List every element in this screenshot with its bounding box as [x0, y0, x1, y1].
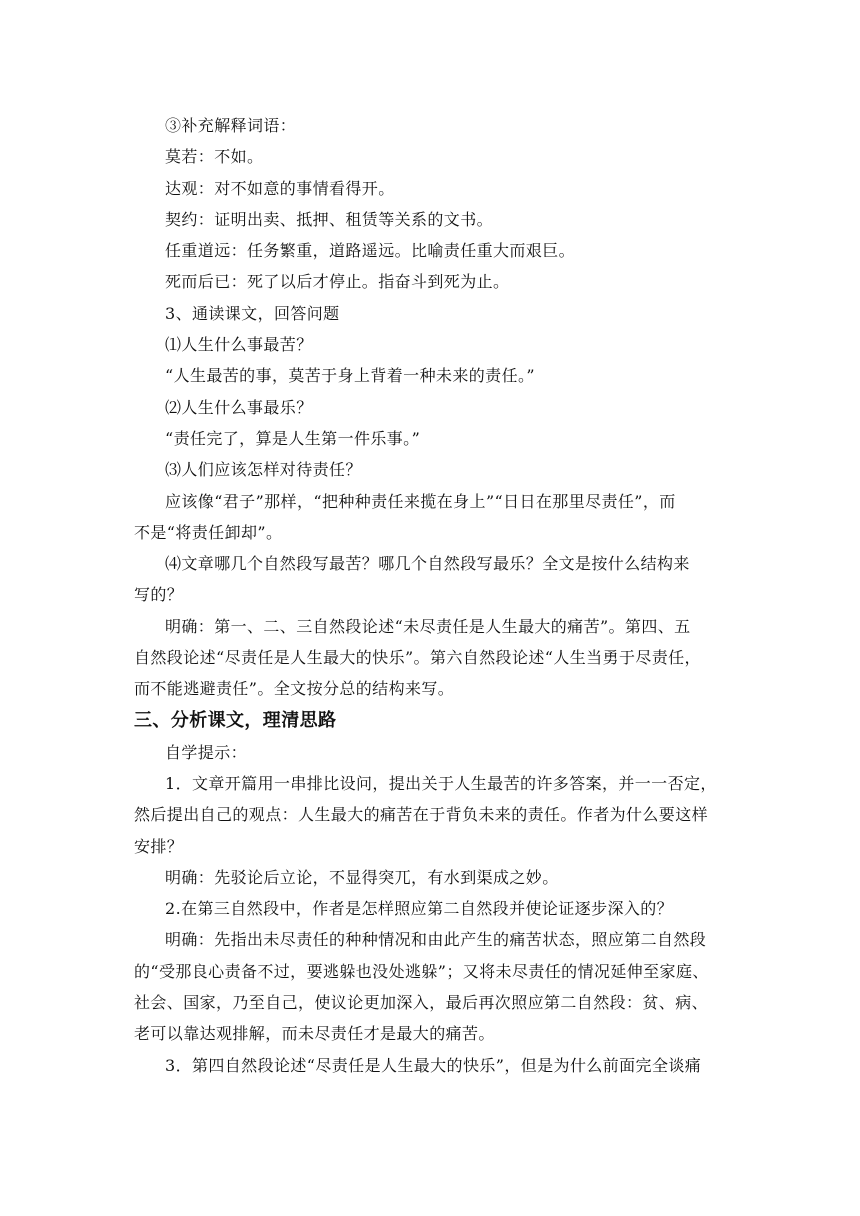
text-line: ⑶人们应该怎样对待责任？: [165, 460, 362, 480]
text-line: 老可以靠达观排解，而未尽责任才是最大的痛苦。: [134, 1024, 495, 1044]
text-line: 然后提出自己的观点：人生最大的痛苦在于背负未来的责任。作者为什么要这样: [134, 805, 709, 825]
text-line: 2.在第三自然段中，作者是怎样照应第二自然段并使论证逐步深入的？: [165, 899, 674, 919]
text-line: 3．第四自然段论述“尽责任是人生最大的快乐”，但是为什么前面完全谈痛: [165, 1055, 702, 1075]
text-line: ⑷文章哪几个自然段写最苦？哪几个自然段写最乐？全文是按什么结构来: [165, 554, 690, 574]
text-line: 1．文章开篇用一串排比设问，提出关于人生最苦的许多答案，并一一否定，: [165, 773, 717, 793]
text-line: 任重道远：任务繁重，道路遥远。比喻责任重大而艰巨。: [165, 241, 576, 261]
text-line: 死而后已：死了以后才停止。指奋斗到死为止。: [165, 272, 510, 292]
section-heading: 三、分析课文，理清思路: [134, 709, 337, 731]
text-line: 写的？: [134, 585, 184, 605]
text-line: 应该像“君子”那样，“把种种责任来揽在身上”“日日在那里尽责任”，而: [165, 491, 676, 511]
text-line: 而不能逃避责任”。全文按分总的结构来写。: [134, 679, 455, 699]
text-line: 明确：第一、二、三自然段论述“未尽责任是人生最大的痛苦”。第四、五: [165, 616, 691, 636]
text-line: 不是“将责任卸却”。: [134, 522, 283, 542]
text-line: “人生最苦的事，莫苦于身上背着一种未来的责任。”: [165, 366, 535, 386]
text-line: ③补充解释词语：: [165, 116, 297, 135]
text-line: 明确：先指出未尽责任的种种情况和由此产生的痛苦状态，照应第二自然段: [165, 930, 707, 950]
text-line: 3、通读课文，回答问题: [165, 303, 340, 323]
text-line: 莫若：不如。: [165, 147, 264, 167]
text-line: ⑴人生什么事最苦？: [165, 335, 313, 355]
text-line: 的“受那良心责备不过，要逃躲也没处逃躲”；又将未尽责任的情况延伸至家庭、: [134, 961, 709, 981]
text-line: 明确：先驳论后立论，不显得突兀，有水到渠成之妙。: [165, 867, 559, 887]
text-line: 自然段论述“尽责任是人生最大的快乐”。第六自然段论述“人生当勇于尽责任，: [134, 648, 701, 668]
text-line: 达观：对不如意的事情看得开。: [165, 178, 395, 198]
text-line: 自学提示：: [165, 742, 248, 762]
text-line: “责任完了，算是人生第一件乐事。”: [165, 428, 421, 448]
text-line: ⑵人生什么事最乐？: [165, 397, 313, 417]
document-body: [134, 110, 731, 1081]
text-line: 契约：证明出卖、抵押、租赁等关系的文书。: [165, 209, 494, 229]
text-line: 社会、国家，乃至自己，使议论更加深入，最后再次照应第二自然段：贫、病、: [134, 993, 709, 1013]
text-line: 安排？: [134, 836, 184, 856]
